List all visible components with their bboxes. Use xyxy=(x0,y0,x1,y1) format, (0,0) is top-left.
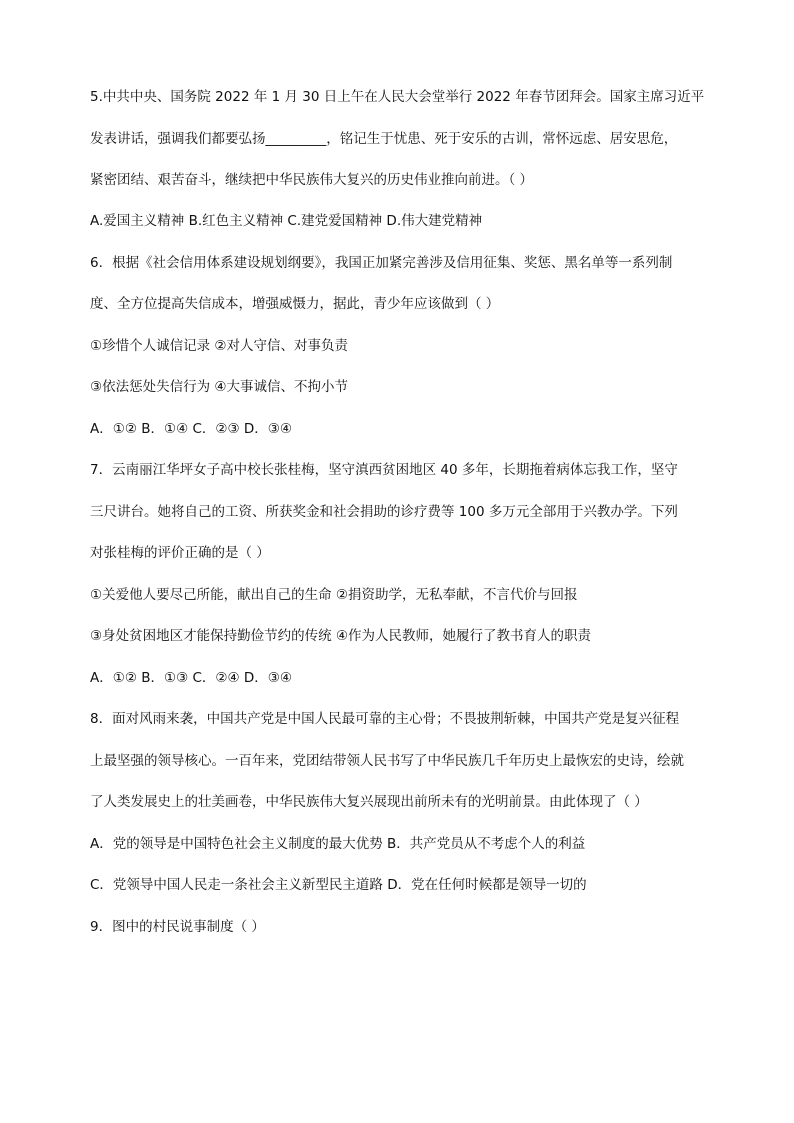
q8-stem-line-3: 了人类发展史上的壮美画卷，中华民族伟大复兴展现出前所未有的光明前景。由此体现了（ ） xyxy=(90,794,648,810)
q5-stem-line-3: 紧密团结、艰苦奋斗，继续把中华民族伟大复兴的历史伟业推向前进。（ ） xyxy=(90,172,534,188)
q7-statements-line-2: ③身处贫困地区才能保持勤俭节约的传统 ④作为人民教师，她履行了教书育人的职责 xyxy=(90,628,591,644)
q8-options-line-1: A．党的领导是中国特色社会主义制度的最大优势 B．共产党员从不考虑个人的利益 xyxy=(90,836,586,852)
q7-options: A．①② B．①③ C．②④ D．③④ xyxy=(90,670,293,686)
q5-stem-line-1: 5.中共中央、国务院 2022 年 1 月 30 日上午在人民大会堂举行 2022 年春节团拜会。国家主席习近平 xyxy=(90,89,705,105)
q7-stem-line-3: 对张桂梅的评价正确的是（ ） xyxy=(90,545,270,561)
q6-stem-line-2: 度、全方位提高失信成本，增强威慑力，据此，青少年应该做到（ ） xyxy=(90,296,500,312)
q6-stem-line-1: 6．根据《社会信用体系建设规划纲要》，我国正加紧完善涉及信用征集、奖惩、黑名单等一系列制 xyxy=(90,255,673,271)
q7-stem-line-2: 三尺讲台。她将自己的工资、所获奖金和社会捐助的诊疗费等 100 多万元全部用于兴教办学。下列 xyxy=(90,504,678,520)
q8-stem-line-2: 上最坚强的领导核心。一百年来，党团结带领人民书写了中华民族几千年历史上最恢宏的史诗，绘就 xyxy=(90,753,684,769)
q8-options-line-2: C．党领导中国人民走一条社会主义新型民主道路 D．党在任何时候都是领导一切的 xyxy=(90,877,587,893)
q7-statements-line-1: ①关爱他人要尽己所能，献出自己的生命 ②捐资助学，无私奉献，不言代价与回报 xyxy=(90,587,578,603)
q5-stem-line-2: 发表讲话，强调我们都要弘扬_________，铭记生于忧患、死于安乐的古训，常怀远虑、居安思危， xyxy=(90,131,678,147)
q8-stem-line-1: 8．面对风雨来袭，中国共产党是中国人民最可靠的主心骨；不畏披荆斩棘，中国共产党是复兴征程 xyxy=(90,711,680,727)
q6-options: A．①② B．①④ C．②③ D．③④ xyxy=(90,421,293,437)
q6-statements-line-2: ③依法惩处失信行为 ④大事诚信、不拘小节 xyxy=(90,379,348,395)
q6-statements-line-1: ①珍惜个人诚信记录 ②对人守信、对事负责 xyxy=(90,338,348,354)
q5-options: A.爱国主义精神 B.红色主义精神 C.建党爱国精神 D.伟大建党精神 xyxy=(90,213,483,229)
q9-stem-line-1: 9．图中的村民说事制度（ ） xyxy=(90,919,265,935)
q7-stem-line-1: 7．云南丽江华坪女子高中校长张桂梅，坚守滇西贫困地区 40 多年，长期拖着病体忘我工作，坚守 xyxy=(90,462,678,478)
